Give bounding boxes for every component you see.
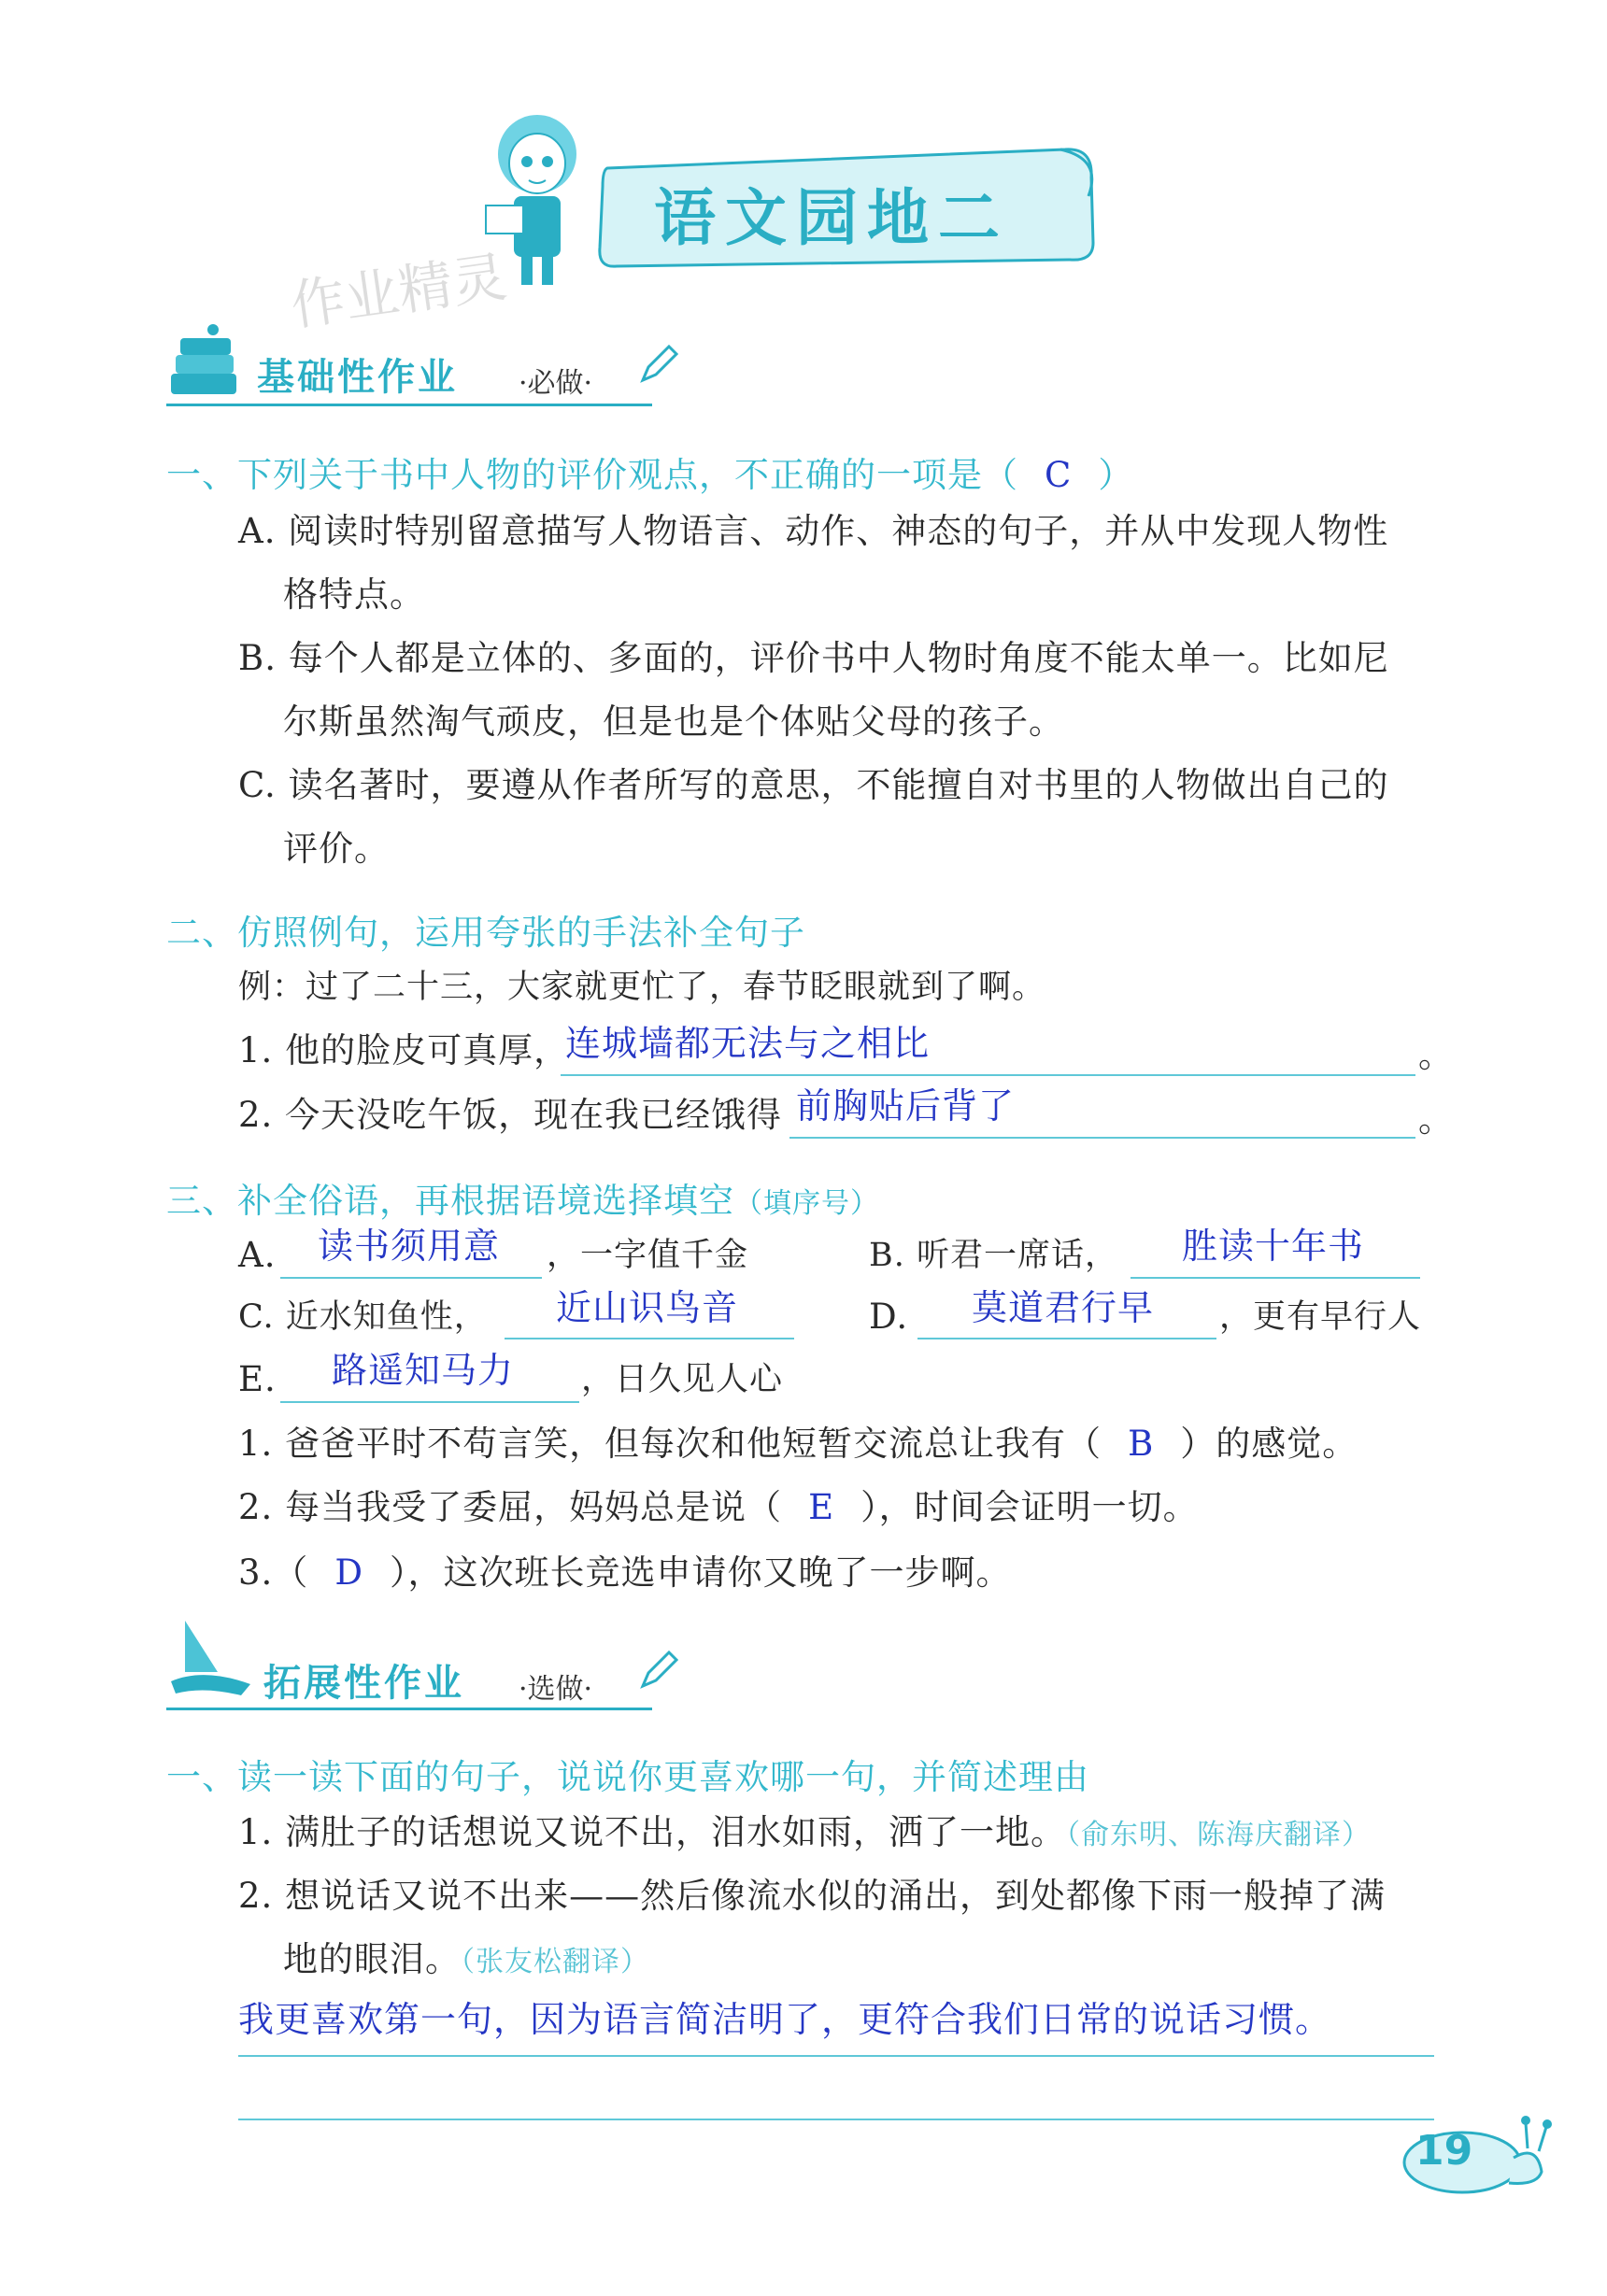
q3-s2-text: 2. 每当我受了委屈，妈妈总是说（ — [238, 1487, 783, 1527]
q3-s1-text-end: ）的感觉。 — [1180, 1424, 1358, 1464]
q3-s2-text-end: ），时间会证明一切。 — [860, 1487, 1199, 1527]
q3-d-prefix: D. — [869, 1297, 909, 1337]
q1-option-b-line2: 尔斯虽然淘气顽皮，但是也是个体贴父母的孩子。 — [283, 702, 1064, 742]
q3-s3-text-end: ），这次班长竞选申请你又晚了一步啊。 — [389, 1552, 1012, 1593]
title-banner — [598, 140, 1102, 271]
section-basic-underline — [166, 404, 652, 406]
q3-e-answer: 路遥知马力 — [332, 1350, 515, 1391]
pencil-icon — [635, 1647, 682, 1697]
section-extended-label: 拓展性作业 — [263, 1662, 464, 1705]
q3-b-blank — [1131, 1277, 1420, 1279]
q3-e-blank — [280, 1401, 579, 1403]
q4-answer: 我更喜欢第一句，因为语言简洁明了，更符合我们日常的说话习惯。 — [238, 1999, 1332, 2040]
q4-item1 — [238, 1801, 1371, 1867]
q3-heading-text: 三、补全俗语，再根据语境选择填空 — [166, 1181, 734, 1221]
q2-item2-period: 。 — [1418, 1099, 1454, 1140]
q1-heading — [166, 446, 1133, 497]
q1-option-c-line1: C. 读名著时，要遵从作者所写的意思，不能擅自对书里的人物做出自己的 — [238, 765, 1389, 805]
q4-answer-line1 — [238, 2055, 1434, 2057]
q1-option-b-line1: B. 每个人都是立体的、多面的，评价书中人物时角度不能太单一。比如尼 — [238, 638, 1389, 678]
q1-option-a-line1: A. 阅读时特别留意描写人物语言、动作、神态的句子，并从中发现人物性 — [238, 511, 1389, 551]
q3-c-blank — [505, 1338, 794, 1339]
q3-s3-answer: D — [334, 1552, 363, 1593]
q2-example: 例：过了二十三，大家就更忙了，春节眨眼就到了啊。 — [238, 969, 1046, 1006]
q3-d-suffix: ，更有早行人 — [1219, 1298, 1422, 1336]
q3-d-answer: 莫道君行早 — [972, 1287, 1155, 1328]
q3-c-answer: 近山识鸟音 — [556, 1287, 739, 1328]
q3-heading-note: （填序号） — [734, 1187, 879, 1220]
q1-heading-close: ） — [1098, 455, 1134, 495]
section-basic-tag: ·必做· — [519, 367, 593, 400]
q4-item2-line2 — [283, 1928, 649, 1994]
section-extended-underline — [166, 1708, 652, 1710]
q4-item1-text: 1. 满肚子的话想说又说不出，泪水如雨，洒了一地。 — [238, 1812, 1067, 1852]
watermark: 作业精灵 — [287, 245, 511, 338]
q1-answer: C — [1045, 455, 1073, 495]
sailboat-icon — [166, 1611, 260, 1705]
q3-b-answer: 胜读十年书 — [1182, 1226, 1365, 1267]
q3-e-suffix: ，日久见人心 — [581, 1361, 784, 1398]
q3-s1-answer: B — [1128, 1424, 1155, 1464]
q1-heading-text: 一、下列关于书中人物的评价观点，不正确的一项是（ — [166, 455, 1018, 495]
q2-item1-period: 。 — [1418, 1035, 1454, 1075]
q3-s2-answer: E — [808, 1487, 835, 1527]
q3-s1-text: 1. 爸爸平时不苟言笑，但每次和他短暂交流总让我有（ — [238, 1424, 1102, 1464]
q3-e-prefix: E. — [238, 1359, 277, 1399]
q4-answer-line2 — [238, 2119, 1434, 2120]
q2-heading: 二、仿照例句，运用夸张的手法补全句子 — [166, 913, 805, 953]
q4-item2-line1: 2. 想说话又说不出来——然后像流水似的涌出，到处都像下雨一般掉了满 — [238, 1876, 1387, 1916]
section-basic-label: 基础性作业 — [257, 356, 458, 399]
q4-item2-source: （张友松翻译） — [461, 1946, 649, 1978]
q3-a-answer: 读书须用意 — [318, 1226, 501, 1267]
q4-item1-source: （俞东明、陈海庆翻译） — [1066, 1819, 1372, 1851]
q3-s3-text: 3.（ — [238, 1552, 309, 1593]
q3-b-prefix: B. 听君一席话， — [869, 1237, 1118, 1274]
q3-sentence1 — [238, 1412, 1358, 1476]
q3-a-suffix: ，一字值千金 — [547, 1237, 749, 1274]
q2-item1-prefix: 1. 他的脸皮可真厚， — [238, 1030, 570, 1070]
q3-c-prefix: C. 近水知鱼性， — [238, 1298, 488, 1336]
q3-sentence3 — [238, 1541, 1011, 1605]
q1-option-c-line2: 评价。 — [283, 829, 390, 869]
q3-d-blank — [917, 1338, 1216, 1339]
q2-item2-blank — [789, 1137, 1415, 1139]
page-number: 19 — [1415, 2127, 1473, 2175]
q4-item2-text: 地的眼泪。 — [283, 1939, 461, 1979]
q2-item1-answer: 连城墙都无法与之相比 — [565, 1023, 931, 1064]
q2-item2-answer: 前胸贴后背了 — [796, 1085, 1016, 1127]
pencil-icon — [635, 341, 682, 391]
q3-heading — [166, 1172, 879, 1223]
q1-option-a-line2: 格特点。 — [283, 574, 425, 615]
books-icon — [166, 322, 241, 402]
q3-a-blank — [280, 1277, 542, 1279]
q3-sentence2 — [238, 1476, 1199, 1539]
banner-title: 语文园地二 — [654, 181, 1009, 254]
q4-heading: 一、读一读下面的句子，说说你更喜欢哪一句，并简述理由 — [166, 1757, 1089, 1797]
section-extended-tag: ·选做· — [519, 1673, 593, 1706]
q3-a-prefix: A. — [238, 1235, 277, 1275]
q2-item2-prefix: 2. 今天没吃午饭，现在我已经饿得 — [238, 1095, 783, 1135]
